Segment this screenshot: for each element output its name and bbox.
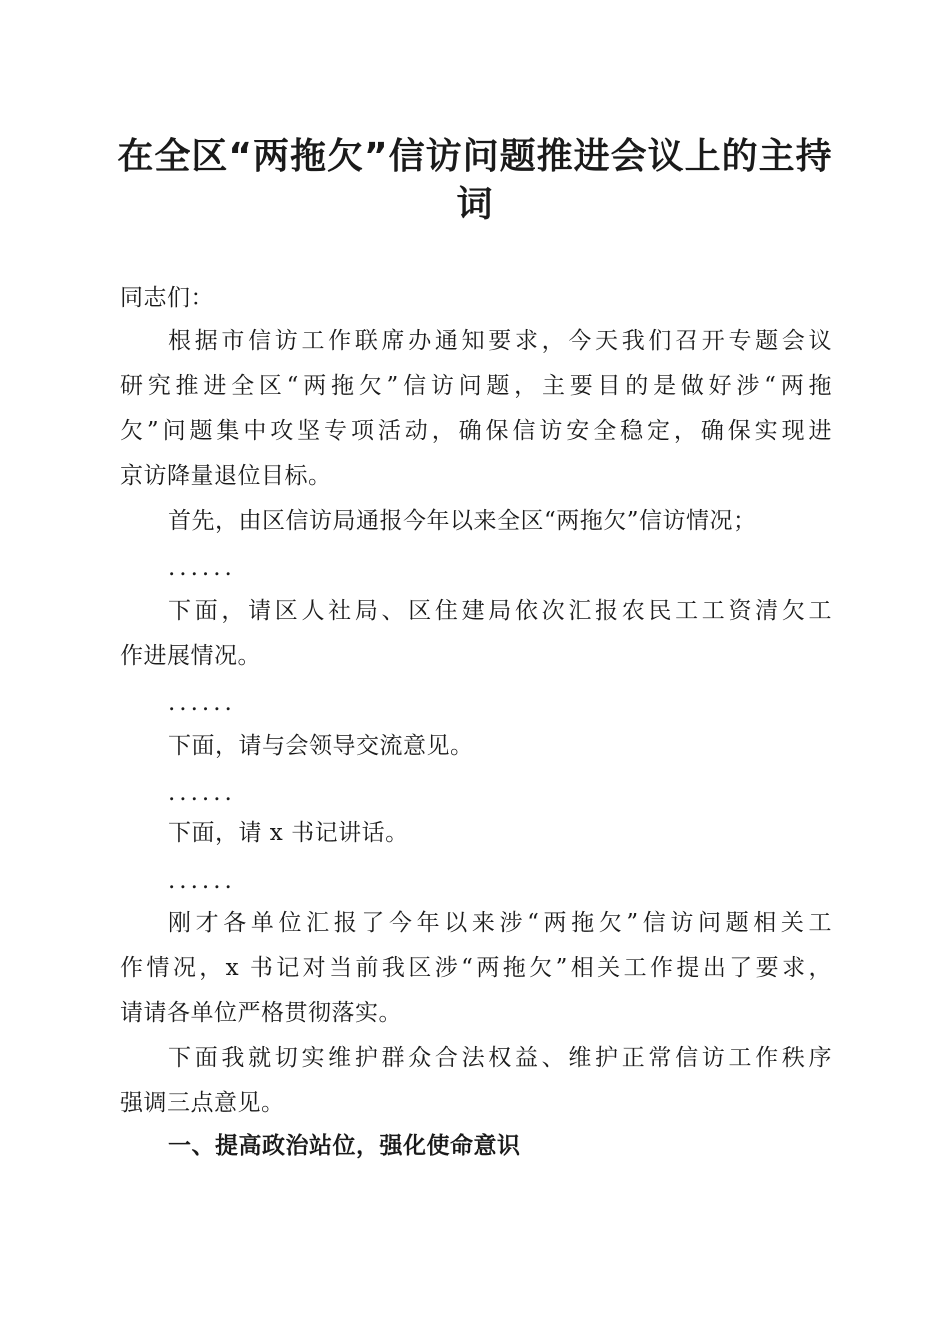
paragraph-1-line-1: 根据市信访工作联席办通知要求，今天我们召开专题会议 [168, 328, 832, 354]
ellipsis-1: ...... [168, 555, 236, 581]
paragraph-7-line-2: 强调三点意见。 [120, 1090, 285, 1116]
paragraph-7-line-1: 下面我就切实维护群众合法权益、维护正常信访工作秩序 [168, 1045, 832, 1071]
paragraph-4-line-1: 下面，请与会领导交流意见。 [168, 733, 474, 759]
ellipsis-2: ...... [168, 690, 236, 716]
paragraph-2-line-1: 首先，由区信访局通报今年以来全区“两拖欠”信访情况； [168, 508, 757, 534]
paragraph-1-line-3: 欠”问题集中攻坚专项活动，确保信访安全稳定，确保实现进 [120, 418, 832, 444]
section-heading: 一、提高政治站位，强化使命意识 [168, 1133, 521, 1159]
paragraph-6-line-1: 刚才各单位汇报了今年以来涉“两拖欠”信访问题相关工 [168, 910, 832, 936]
ellipsis-3: ...... [168, 780, 236, 806]
document-title: 在全区“两拖欠”信访问题推进会议上的主持词 [117, 136, 833, 225]
paragraph-3-line-2: 作进展情况。 [120, 643, 261, 669]
paragraph-1-line-4: 京访降量退位目标。 [120, 463, 332, 489]
paragraph-3-line-1: 下面，请区人社局、区住建局依次汇报农民工工资清欠工 [168, 598, 832, 624]
paragraph-6-line-3: 请请各单位严格贯彻落实。 [120, 1000, 402, 1026]
paragraph-6-line-2: 作情况，x 书记对当前我区涉“两拖欠”相关工作提出了要求， [120, 955, 832, 981]
ellipsis-4: ...... [168, 868, 236, 894]
salutation: 同志们： [120, 285, 214, 311]
paragraph-5-line-1: 下面，请 x 书记讲话。 [168, 820, 409, 846]
paragraph-1-line-2: 研究推进全区“两拖欠”信访问题，主要目的是做好涉“两拖 [120, 373, 832, 399]
